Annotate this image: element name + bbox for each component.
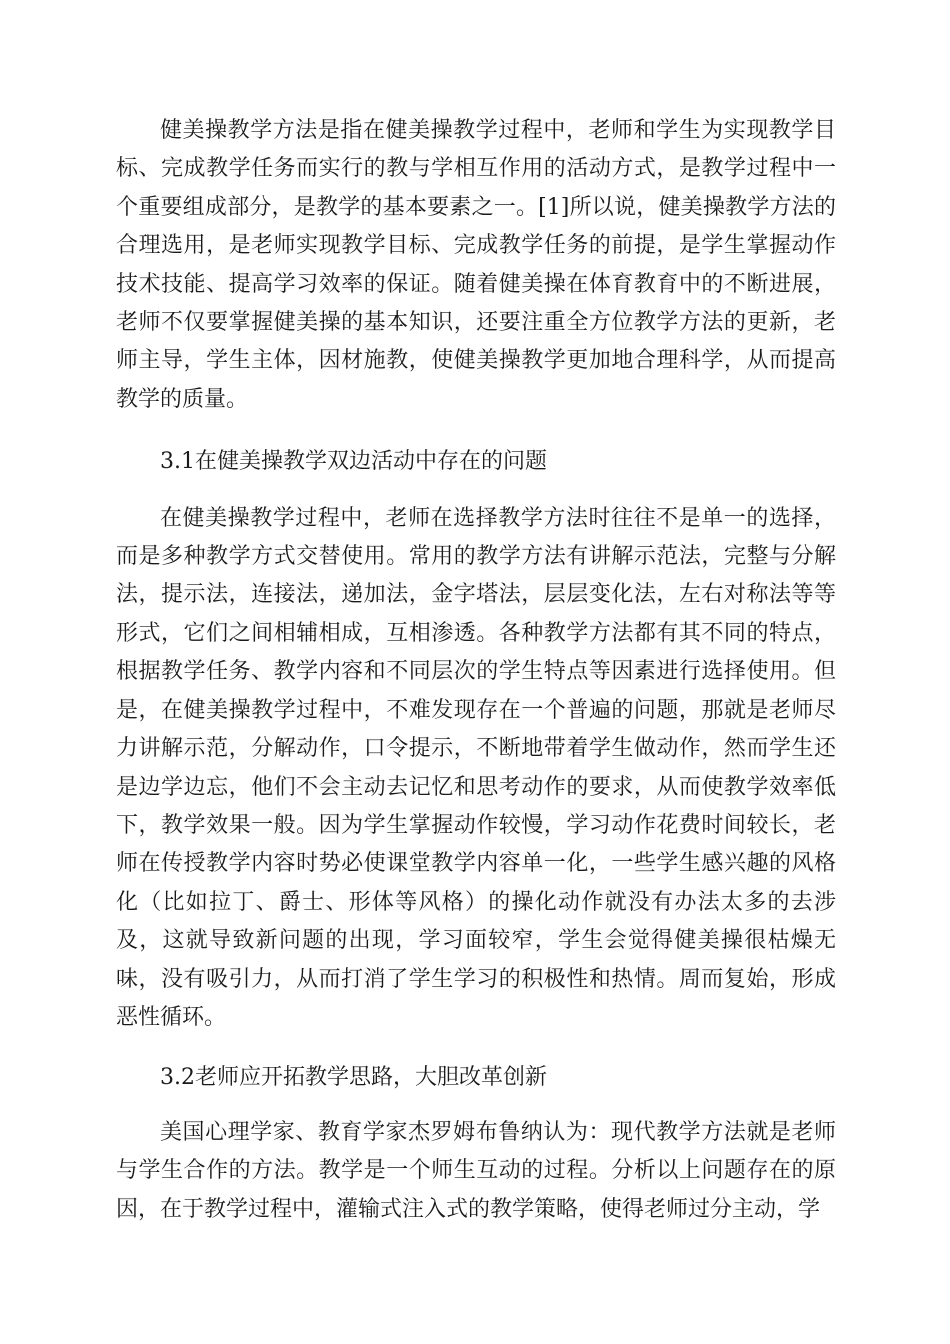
paragraph-bruner: 美国心理学家、教育学家杰罗姆布鲁纳认为：现代教学方法就是老师与学生合作的方法。教学是一个师生互动的过程。分析以上问题存在的原因，在于教学过程中，灌输式注入式的教学策略，使得老师过分主动，学	[116, 1119, 836, 1222]
spacer	[116, 482, 836, 500]
spacer	[116, 1037, 836, 1059]
section-heading-3-2: 3.2老师应开拓教学思路，大胆改革创新	[160, 1065, 547, 1091]
spacer	[116, 1098, 836, 1114]
paragraph-intro: 健美操教学方法是指在健美操教学过程中，老师和学生为实现教学目标、完成教学任务而实行的教与学相互作用的活动方式，是教学过程中一个重要组成部分，是教学的基本要素之一。[1]所以说，健美操教学方法的合理选用，是老师实现教学目标、完成教学任务的前提，是学生掌握动作技术技能、提高学习效率的保证。随着健美操在体育教育中的不断进展，老师不仅要掌握健美操的基本知识，还要注重全方位教学方法的更新，老师主导，学生主体，因材施教，使健美操教学更加地合理科学，从而提高教学的质量。	[116, 118, 836, 412]
document-body	[116, 112, 836, 1229]
paragraph-problem: 在健美操教学过程中，老师在选择教学方法时往往不是单一的选择，而是多种教学方式交替使用。常用的教学方法有讲解示范法，完整与分解法，提示法，连接法，递加法，金字塔法，层层变化法，左右对称法等等形式，它们之间相辅相成，互相渗透。各种教学方法都有其不同的特点，根据教学任务、教学内容和不同层次的学生特点等因素进行选择使用。但是，在健美操教学过程中，不难发现存在一个普遍的问题，那就是老师尽力讲解示范，分解动作，口令提示，不断地带着学生做动作，然而学生还是边学边忘，他们不会主动去记忆和思考动作的要求，从而使教学效率低下，教学效果一般。因为学生掌握动作较慢，学习动作花费时间较长，老师在传授教学内容时势必使课堂教学内容单一化，一些学生感兴趣的风格化（比如拉丁、爵士、形体等风格）的操化动作就没有办法太多的去涉及，这就导致新问题的出现，学习面较窄，学生会觉得健美操很枯燥无味，没有吸引力，从而打消了学生学习的积极性和热情。周而复始，形成恶性循环。	[116, 505, 836, 1030]
section-heading-3-1: 3.1在健美操教学双边活动中存在的问题	[160, 449, 547, 475]
spacer	[116, 419, 836, 443]
